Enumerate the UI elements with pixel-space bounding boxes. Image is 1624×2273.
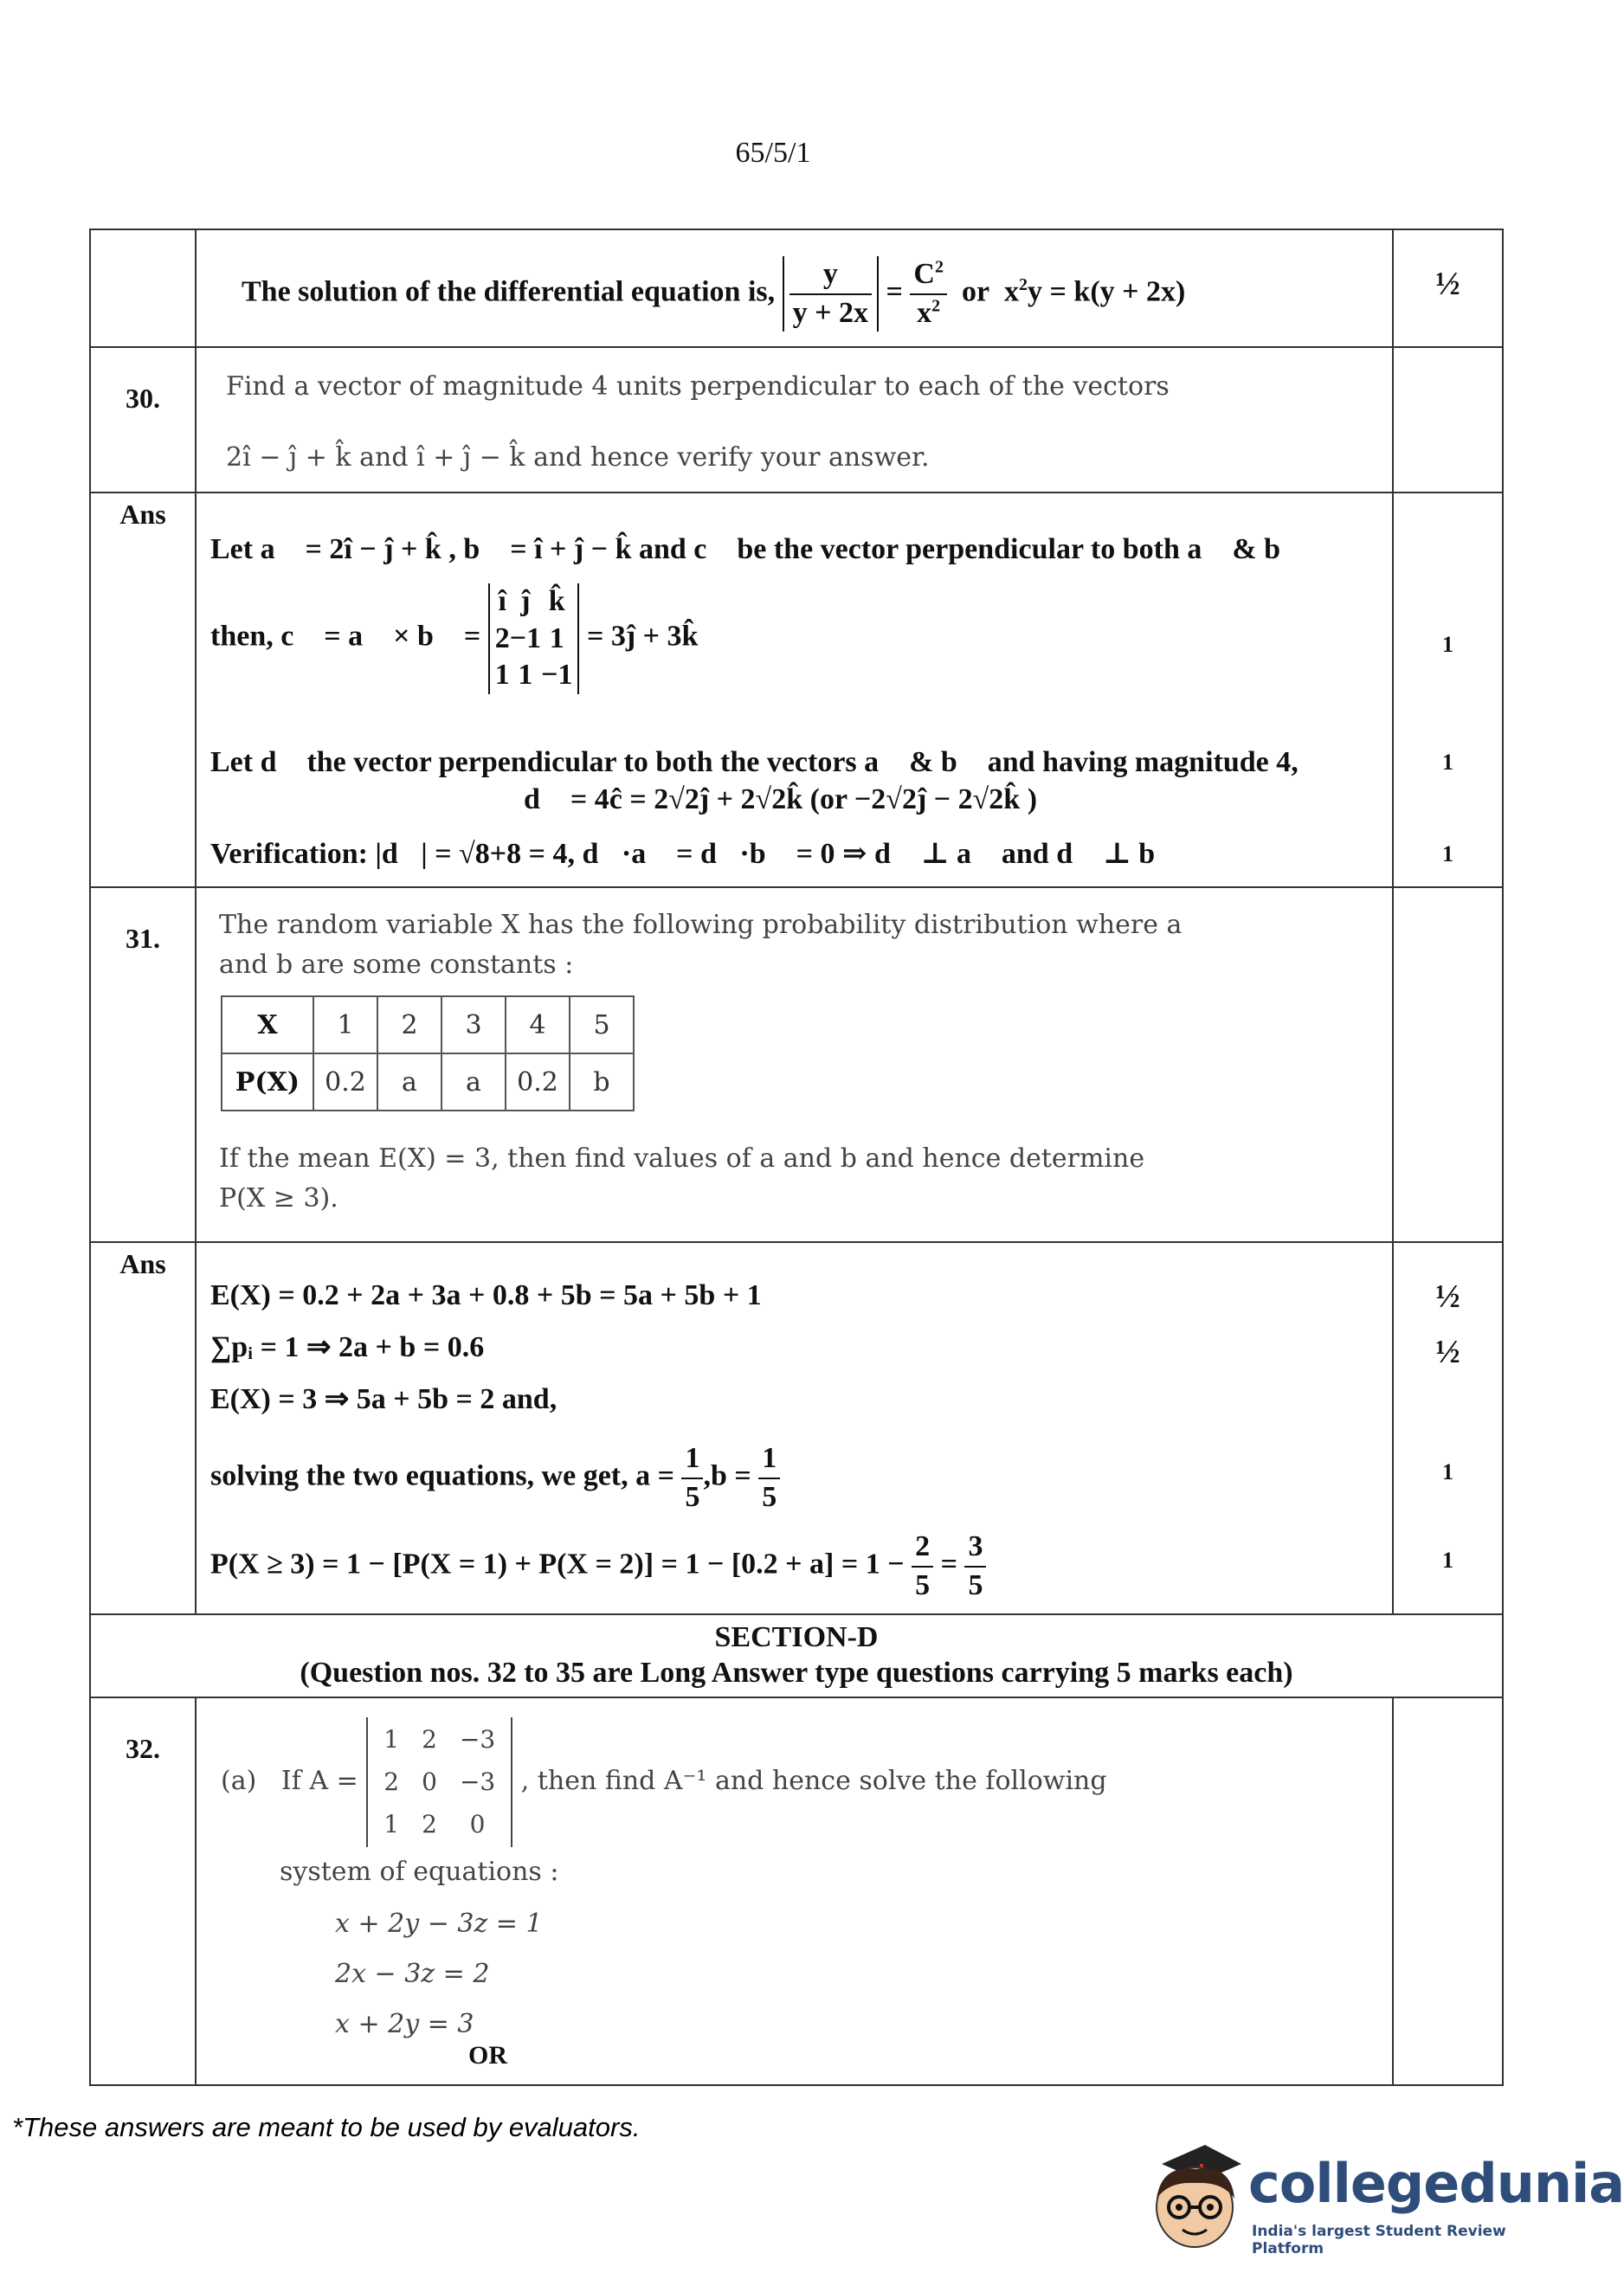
marks-cell xyxy=(1393,887,1503,1242)
footer-note: *These answers are meant to be used by evaluators. xyxy=(12,2112,641,2142)
a30-line5: Verification: |d⃗| = √8+8 = 4, d⃗·a⃗ = d⃗·b⃗ = 0 ⇒ d⃗ ⊥ a⃗ and d⃗ ⊥ b⃗ xyxy=(210,838,1178,870)
mark-1: 1 xyxy=(1442,1548,1453,1573)
row-a30 xyxy=(90,493,1503,887)
a30-line3: Let d⃗ the vector perpendicular to both the vectors a⃗ & b⃗ and having magnitude 4, xyxy=(210,746,1299,778)
equation-1: x + 2y − 3z = 1 xyxy=(335,1908,543,1939)
q31-line3: If the mean E(X) = 3, then find values of a and b and hence determine xyxy=(219,1143,1145,1174)
or-label: OR xyxy=(468,2040,507,2070)
matrix-a: 1 2 −3 2 0 −3 1 2 0 xyxy=(366,1717,512,1847)
ans-label: Ans xyxy=(90,1242,196,1614)
mark-1: 1 xyxy=(1442,750,1453,775)
marks-cell xyxy=(1393,1697,1503,2085)
q32-part-a: (a) If A = 1 2 −3 2 0 −3 1 2 0 , then find A⁻¹ and hence solve the following xyxy=(221,1717,1107,1847)
mascot-icon xyxy=(1144,2138,1247,2259)
row-q30 xyxy=(90,347,1503,493)
section-title: SECTION-D xyxy=(714,1621,879,1653)
solution-text: The solution of the differential equation is, xyxy=(242,275,776,308)
q30-line1: Find a vector of magnitude 4 units perpendicular to each of the vectors xyxy=(226,371,1170,402)
section-heading xyxy=(90,1614,1503,1697)
mark-half: ½ xyxy=(1435,266,1460,302)
qn-cell-empty xyxy=(90,229,196,347)
row-solution xyxy=(90,229,1503,347)
a31-line4: solving the two equations, we get, a = $\frac{1}{5}$ ,b = $\frac{1}{5}$ xyxy=(210,1440,780,1516)
mark-1: 1 xyxy=(1442,632,1453,657)
q31-line4: P(X ≥ 3). xyxy=(219,1183,338,1214)
q32-system-label: system of equations : xyxy=(280,1856,559,1887)
a30-cell xyxy=(196,493,1393,887)
a31-line2: ∑pᵢ = 1 ⇒ 2a + b = 0.6 xyxy=(210,1331,485,1363)
marking-scheme-table xyxy=(89,229,1504,2086)
marks-cell xyxy=(1393,229,1503,347)
equation-3: x + 2y = 3 xyxy=(335,2008,474,2039)
a31-line5: P(X ≥ 3) = 1 − [P(X = 1) + P(X = 2)] = 1 − [0.2 + a] = 1 − $\frac{2}{5}$ = $\frac{3}{5}$ xyxy=(210,1529,986,1604)
equation-2: 2x − 3z = 2 xyxy=(335,1958,490,1989)
mark-1: 1 xyxy=(1442,1459,1453,1484)
marks-cell xyxy=(1393,347,1503,493)
question-number-30: 30. xyxy=(90,347,196,493)
cross-product-determinant: î ĵ k̂ 2 −1 1 1 1 −1 xyxy=(488,583,580,694)
c-squared-fraction: $\frac{C^2}{x^2}$ xyxy=(910,256,947,332)
section-subtitle: (Question nos. 32 to 35 are Long Answer type questions carrying 5 marks each) xyxy=(300,1656,1293,1689)
a31-line1: E(X) = 0.2 + 2a + 3a + 0.8 + 5b = 5a + 5b + 1 xyxy=(210,1279,762,1311)
marks-cell xyxy=(1393,493,1503,887)
brand-name: collegedunia xyxy=(1248,2152,1624,2215)
marks-cell xyxy=(1393,1242,1503,1614)
a31-cell xyxy=(196,1242,1393,1614)
q32-cell xyxy=(196,1697,1393,2085)
mark-half: ½ xyxy=(1435,1278,1460,1315)
probability-distribution-table: X 1 2 3 4 5 P(X) 0.2 a a 0.2 b xyxy=(221,995,635,1111)
row-q32 xyxy=(90,1697,1503,2085)
row-section-d xyxy=(90,1614,1503,1697)
collegedunia-logo xyxy=(1144,2136,1624,2266)
question-number-32: 32. xyxy=(90,1697,196,2085)
a30-line1: Let a⃗ = 2î − ĵ + k̂ , b⃗ = î + ĵ − k̂ and c⃗ be the vector perpendicular to both a⃗ & b⃗ xyxy=(210,533,1304,565)
ans-label: Ans xyxy=(90,493,196,887)
abs-fraction: $\frac{y}{y + 2x}$ xyxy=(783,256,879,332)
brand-tagline: India's largest Student Review Platform xyxy=(1252,2223,1506,2257)
q30-line2: 2î − ĵ + k̂ and î + ĵ − k̂ and hence verify your answer. xyxy=(226,442,930,473)
q31-line1: The random variable X has the following probability distribution where a xyxy=(219,910,1183,940)
a31-line3: E(X) = 3 ⇒ 5a + 5b = 2 and, xyxy=(210,1383,557,1415)
mark-half: ½ xyxy=(1435,1334,1460,1370)
q31-cell xyxy=(196,887,1393,1242)
q30-cell xyxy=(196,347,1393,493)
a30-line2: then, c⃗ = a⃗ × b⃗ = î ĵ k̂ 2 −1 1 1 1 −1 = 3ĵ + 3k̂ xyxy=(210,583,698,694)
q31-line2: and b are some constants : xyxy=(219,950,574,980)
solution-cell: The solution of the differential equation is, $\frac{y}{y + 2x}$ = $\frac{C^2}{x^2}$ or $x^2y = k(y + 2x)$ xyxy=(196,229,1393,347)
question-number-31: 31. xyxy=(90,887,196,1242)
page-code: 65/5/1 xyxy=(735,137,811,169)
row-a31 xyxy=(90,1242,1503,1614)
mark-1: 1 xyxy=(1442,841,1453,866)
a30-line4: d⃗ = 4ĉ = 2√2ĵ + 2√2k̂ (or −2√2ĵ − 2√2k̂ ) xyxy=(524,783,1038,815)
row-q31 xyxy=(90,887,1503,1242)
